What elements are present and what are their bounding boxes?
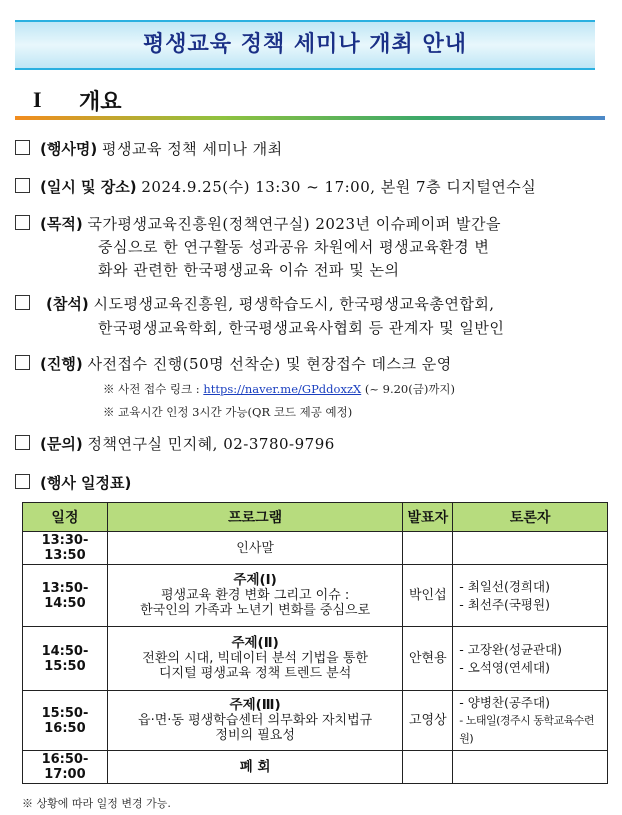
table-row — [23, 532, 608, 565]
event-name-text: 평생교육 정책 세미나 개최 — [101, 140, 283, 158]
theme-title: 주제(Ⅲ) — [229, 697, 281, 713]
theme-line-1: 전환의 시대, 빅데이터 분석 기법을 통한 — [142, 651, 368, 666]
discussant-2: - 노태일(경주시 동학교육수련원) — [459, 713, 595, 745]
table-row — [23, 751, 608, 784]
schedule-table — [22, 502, 608, 784]
purpose-line-3: 화와 관련한 한국평생교육 이슈 전파 및 논의 — [98, 261, 400, 279]
header-presenter: 발표자 — [403, 503, 453, 532]
page-title: 평생교육 정책 세미나 개최 안내 — [143, 32, 467, 57]
row-program — [107, 627, 402, 691]
row-time: 16:50-17:00 — [23, 751, 108, 784]
item-schedule — [15, 471, 131, 496]
section-number: I — [33, 87, 42, 112]
datetime-label: (일시 및 장소) — [40, 178, 137, 196]
registration-link[interactable]: https://naver.me/GPddoxzX — [203, 382, 362, 396]
row-time: 14:50-15:50 — [23, 627, 108, 691]
row-presenter: 박인섭 — [403, 565, 453, 627]
item-attendees — [15, 292, 495, 317]
progress-text: 사전접수 진행(50명 선착순) 및 현장접수 데스크 운영 — [87, 355, 452, 373]
discussant-2: - 오석영(연세대) — [459, 659, 550, 675]
header-time: 일정 — [23, 503, 108, 532]
section-label: 개요 — [79, 90, 122, 115]
checkbox-icon — [15, 215, 30, 230]
checkbox-icon — [15, 295, 30, 310]
checkbox-icon — [15, 435, 30, 450]
item-datetime — [15, 175, 536, 200]
row-program — [107, 691, 402, 751]
table-header-row — [23, 503, 608, 532]
header-program: 프로그램 — [107, 503, 402, 532]
section-heading — [15, 80, 605, 120]
discussant-2: - 최선주(국평원) — [459, 596, 550, 612]
row-presenter — [403, 751, 453, 784]
attendees-line-2: 한국평생교육학회, 한국평생교육사협회 등 관계자 및 일반인 — [98, 319, 505, 337]
checkbox-icon — [15, 355, 30, 370]
discussant-1: - 고장완(성균관대) — [459, 641, 563, 657]
inquiry-label: (문의) — [40, 435, 83, 453]
title-banner — [15, 20, 595, 70]
theme-line-1: 평생교육 환경 변화 그리고 이슈 : — [160, 588, 350, 603]
progress-label: (진행) — [40, 355, 83, 373]
theme-line-2: 정비의 필요성 — [215, 728, 295, 743]
checkbox-icon — [15, 140, 30, 155]
row-program: 인사말 — [107, 532, 402, 565]
progress-note-link: ※ 사전 접수 링크 : https://naver.me/GPddoxzX (~ 9.20(금)까지) — [103, 382, 456, 396]
row-time: 13:50-14:50 — [23, 565, 108, 627]
table-row — [23, 565, 608, 627]
purpose-label: (목적) — [40, 215, 83, 233]
table-row — [23, 627, 608, 691]
schedule-label: (행사 일정표) — [40, 474, 132, 492]
datetime-text: 2024.9.25(수) 13:30 ~ 17:00, 본원 7층 디지털연수실 — [141, 178, 537, 196]
row-discussant — [453, 691, 608, 751]
item-progress — [15, 352, 452, 377]
item-inquiry — [15, 432, 335, 457]
theme-line-1: 읍·면·동 평생학습센터 의무화와 자치법규 — [138, 713, 373, 728]
row-discussant — [453, 532, 608, 565]
header-discussant: 토론자 — [453, 503, 608, 532]
event-name-label: (행사명) — [40, 140, 98, 158]
row-presenter: 안현용 — [403, 627, 453, 691]
checkbox-icon — [15, 474, 30, 489]
row-time: 13:30-13:50 — [23, 532, 108, 565]
discussant-1: - 최일선(경희대) — [459, 578, 550, 594]
theme-title: 주제(Ⅱ) — [231, 635, 279, 651]
item-event-name — [15, 137, 283, 162]
footnote: ※ 상황에 따라 일정 변경 가능. — [22, 797, 171, 810]
inquiry-text: 정책연구실 민지혜, 02-3780-9796 — [87, 435, 335, 453]
section-divider — [15, 116, 605, 120]
attendees-line-1: 시도평생교육진흥원, 평생학습도시, 한국평생교육총연합회, — [93, 295, 495, 313]
row-time: 15:50-16:50 — [23, 691, 108, 751]
discussant-1: - 양병찬(공주대) — [459, 694, 550, 710]
theme-line-2: 디지털 평생교육 정책 트렌드 분석 — [158, 666, 352, 681]
purpose-line-2: 중심으로 한 연구활동 성과공유 차원에서 평생교육환경 변 — [98, 238, 490, 256]
row-presenter: 고영상 — [403, 691, 453, 751]
row-program — [107, 565, 402, 627]
row-program: 폐 회 — [107, 751, 402, 784]
progress-note-credit: ※ 교육시간 인정 3시간 가능(QR 코드 제공 예정) — [103, 405, 353, 419]
row-presenter — [403, 532, 453, 565]
row-discussant — [453, 751, 608, 784]
theme-line-2: 한국인의 가족과 노년기 변화를 중심으로 — [140, 603, 371, 618]
item-purpose — [15, 212, 501, 237]
purpose-line-1: 국가평생교육진흥원(정책연구실) 2023년 이슈페이퍼 발간을 — [87, 215, 501, 233]
attendees-label: (참석) — [46, 295, 89, 313]
row-discussant — [453, 627, 608, 691]
row-discussant — [453, 565, 608, 627]
theme-title: 주제(Ⅰ) — [233, 572, 277, 588]
table-row — [23, 691, 608, 751]
checkbox-icon — [15, 178, 30, 193]
